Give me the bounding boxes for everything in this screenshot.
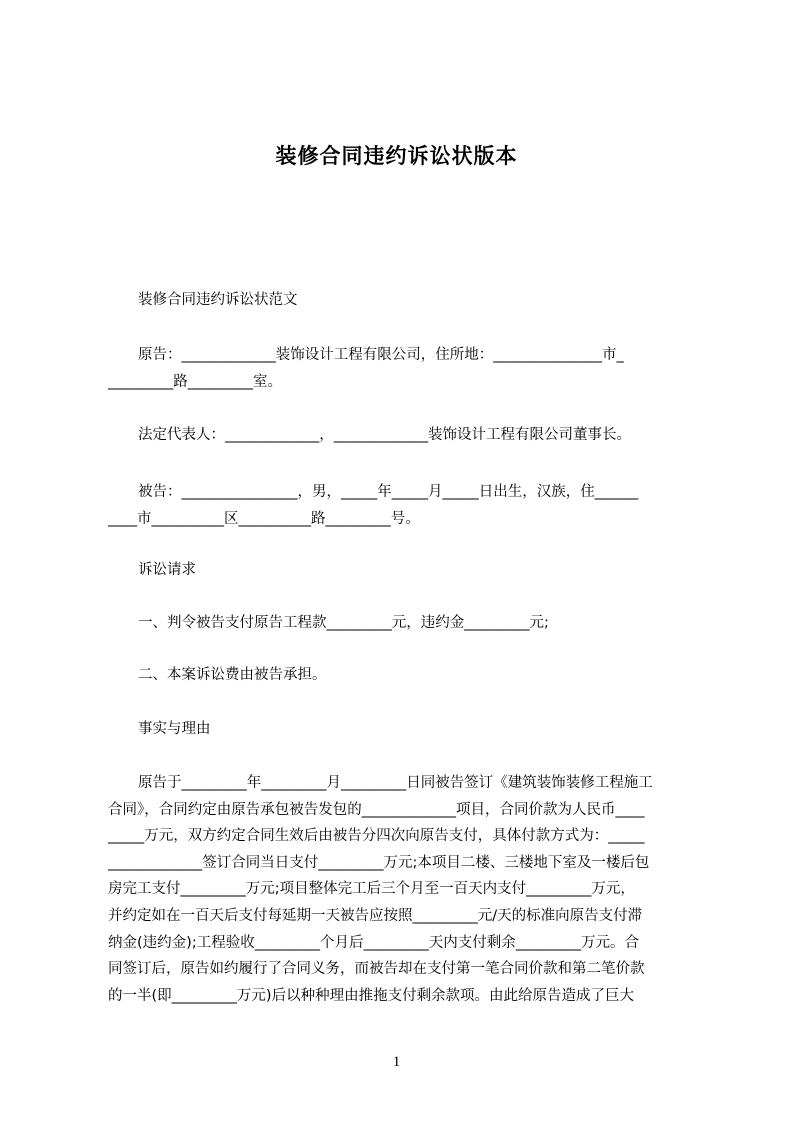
paragraph bbox=[108, 287, 703, 314]
page-number: 1 bbox=[392, 1054, 401, 1070]
text-line: 装修合同违约诉讼状范文 bbox=[138, 292, 298, 308]
text-line: 同签订后，原告如约履行了合同义务，而被告却在支付第一笔合同价款和第二笔价款 bbox=[108, 961, 645, 978]
text-line: 一、判令被告支付原告工程款_________元，违约金_________元; bbox=[138, 615, 549, 631]
text-line: _____万元，双方约定合同生效后由被告分四次向原告支付，具体付款方式为：_____ bbox=[108, 828, 645, 845]
paragraph bbox=[108, 662, 703, 689]
text-line: 事实与理由 bbox=[138, 721, 211, 737]
text-line: _________路_________室。 bbox=[108, 373, 282, 390]
paragraph bbox=[108, 716, 703, 743]
text-line: 纳金(违约金);工程验收_________个月后_________天内支付剩余_________万元。合 bbox=[108, 934, 639, 951]
paragraph bbox=[108, 610, 703, 637]
text-line: _____________签订合同当日支付_________万元;本项目二楼、三楼地下室及一楼后包 bbox=[108, 854, 650, 871]
paragraph bbox=[108, 479, 703, 532]
text-line: 原告于_________年_________月_________日同被告签订《建筑装饰装修工程施工 bbox=[138, 775, 653, 791]
text-line: 并约定如在一百天后支付每延期一天被告应按照_________元/天的标准向原告支付滞 bbox=[108, 907, 643, 924]
text-line: 的一半(即_________万元)后以种种理由推拖支付剩余款项。由此给原告造成了巨大 bbox=[108, 987, 635, 1004]
paragraph bbox=[108, 770, 703, 1009]
paragraph bbox=[108, 557, 703, 584]
text-line: 法定代表人：_____________，_____________装饰设计工程有限公司董事长。 bbox=[138, 427, 631, 443]
text-line: 合同》，合同约定由原告承包被告发包的_____________项目，合同价款为人民币____ bbox=[108, 801, 645, 818]
text-line: 二、本案诉讼费由被告承担。 bbox=[138, 667, 327, 683]
text-line: ____市__________区__________路_________号。 bbox=[108, 510, 420, 527]
paragraph bbox=[108, 342, 703, 395]
paragraph bbox=[108, 422, 703, 449]
text-line: 原告：_____________装饰设计工程有限公司，住所地：_______________市_ bbox=[138, 347, 624, 363]
text-line: 被告：________________，男，_____年_____月_____日出生，汉族，住______ bbox=[138, 484, 639, 500]
text-line: 诉讼请求 bbox=[138, 562, 196, 578]
document-title: 装修合同违约诉讼状版本 bbox=[275, 144, 518, 168]
text-line: 房完工支付_________万元;项目整体完工后三个月至一百天内支付_________万元， bbox=[108, 881, 635, 898]
